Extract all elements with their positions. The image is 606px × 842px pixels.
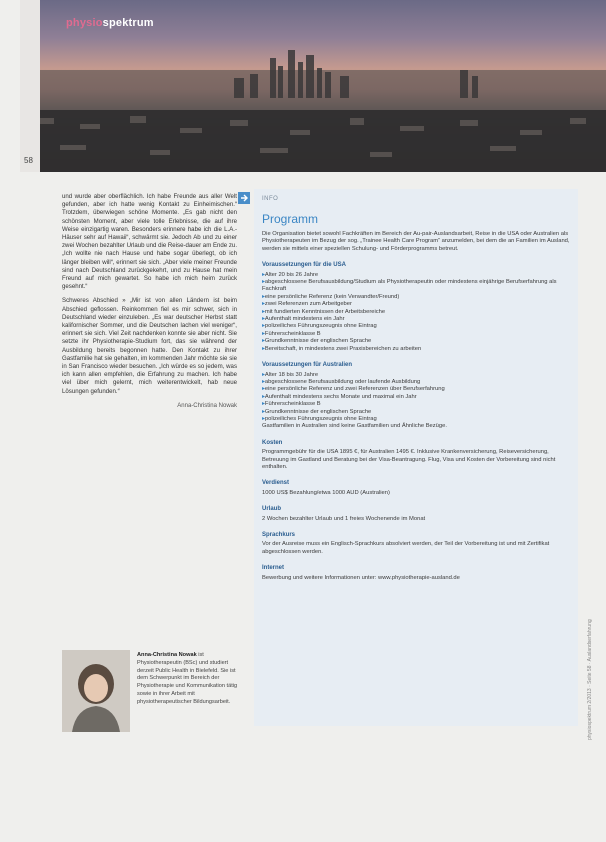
list-item: ▸ mit fundierten Kenntnissen der Arbeitsbereiche <box>262 309 572 316</box>
list-item: ▸ eine persönliche Referenz (kein Verwandter/Freund) <box>262 294 572 301</box>
list-item: ▸ Aufenthalt mindestens sechs Monate und maximal ein Jahr <box>262 394 572 401</box>
vertical-margin-note <box>585 619 595 750</box>
costs-text: Programmgebühr für die USA 1895 €, für Australien 1495 €. Inklusive Krankenversicherung, Reiseversicherung, Betreuung im Gastland und Beratung bei der Visa-Beantragung. Flug, Visa und Kosten der Vorbereitung sind nicht enthalten. <box>262 449 556 470</box>
section-heading: Internet <box>262 565 285 572</box>
section-heading: Verdienst <box>262 480 290 487</box>
section-heading: Voraussetzungen für die USA <box>262 262 346 269</box>
list-item: ▸ Alter 20 bis 26 Jahre <box>262 272 572 279</box>
internet-text: Bewerbung und weitere Informationen unter: www.physiotherapie-ausland.de <box>262 574 460 581</box>
requirements-list-usa <box>262 272 572 353</box>
list-item: ▸ polizeiliches Führungszeugnis ohne Eintrag <box>262 416 572 423</box>
info-box-title: Programm <box>262 212 319 226</box>
list-item: ▸ eine persönliche Referenz und zwei Referenzen über Berufserfahrung <box>262 386 572 393</box>
magazine-logo <box>66 17 154 29</box>
list-item: ▸ Grundkenntnisse der englischen Sprache <box>262 338 572 345</box>
article-paragraph: Schweres Abschied » „Mir ist von allen Ländern ist beim Abschied geflossen. Reinkommen fiel es mir schwer, sich in Deutschland wieder einzuleben. „Es war deutscher Herbst statt kalifornischer Sommer, und die Deutschen lachen viel weniger“, erinnert sie sich. Viel Zeit nachdenken konnte sie aber nicht. Sie setzte ihr Physiotherapie-Studium fort, das sie während der Ausbildung bereits begonnen hatte. Den Kontakt zu ihrer Gastfamilie hat sie gehalten, im kommenden Jahr möchte sie sie in San Francisco wieder besuchen. „Ich würde es so jedem, was ich kann allen empfehlen, die Erfahrung zu machen. Ich habe viel über mich gelernt, mich weiterentwickelt, hab neue Lösungen gefunden.“ <box>62 297 237 395</box>
arrow-right-icon <box>238 192 250 204</box>
list-item: ▸ Grundkenntnisse der englischen Sprache <box>262 409 572 416</box>
salary-text: 1000 US$ Bezahlung/etwa 1000 AUD (Australien) <box>262 489 390 496</box>
author-box <box>62 650 242 740</box>
hero-left-edge <box>20 0 40 172</box>
requirements-list-australia <box>262 372 572 424</box>
vacation-text: 2 Wochen bezahlter Urlaub und 1 freies Wochenende im Monat <box>262 515 426 522</box>
list-item: ▸ abgeschlossene Berufsausbildung/Studium als Physiotherapeutin oder mindestens einjährige Berufserfahrung als Fachkraft <box>262 279 572 294</box>
author-bio <box>137 652 245 707</box>
logo-part-physio: physio <box>66 17 103 29</box>
section-heading: Kosten <box>262 439 283 446</box>
article-paragraph: und wurde aber oberflächlich. Ich habe Freunde aus aller Welt gefunden, aber ich hatte wenig Kontakt zu Einheimischen.“ Trotzdem, überwiegen schöne Momente. „Es gab nicht den schönsten Moment, aber viele tolle Erlebnisse, die auf ihre Weise einzigartig waren. Besonders erinnere habe ich die L.A.-Häuser sehr auf Hawaii“, schwärmt sie. Jedoch Ab und zu einer zwei Wochen bezahlter Urlaub und die Reise-dauer am Ende zu. „Ich wollte nie nach Hause und habe sogar überlegt, ob ich länger bleiben will“, erinnert sie sich. „Aber viele meiner Freunde sind nach Deutschland zurückgekehrt, und zu Hause hat mein Freund auf mich gewartet. So habe ich mich heim zurück gesehnt.“ <box>62 193 238 291</box>
info-box-kicker: INFO <box>262 196 279 202</box>
list-item: ▸ Aufenthalt mindestens ein Jahr <box>262 316 572 323</box>
info-box-intro: Die Organisation bietet sowohl Fachkräften im Bereich der Au-pair-Auslandsarbeit, Reise in die USA oder Australien als Physiotherapeuten im Bezug der sog. „Trainee Health Care Program“ anzumelden, bei dem die an Familien im Ausland, werden sie mittels einer speziellen Schulung- und Förderprogramms betreut. <box>262 231 570 252</box>
page-number: 58 <box>24 156 33 165</box>
list-item: ▸ Führerscheinklasse B <box>262 331 572 338</box>
australia-note: Gastfamilien in Australien sind keine Gastfamilien und Ähnliche Bezüge. <box>262 423 447 430</box>
article-column <box>62 193 237 410</box>
info-box-body <box>262 231 572 588</box>
logo-part-spektrum: spektrum <box>102 17 154 29</box>
section-heading: Sprachkurs <box>262 532 296 538</box>
list-item: ▸ polizeiliches Führungszeugnis ohne Eintrag <box>262 323 572 330</box>
list-item: ▸ abgeschlossene Berufsausbildung oder laufende Ausbildung <box>262 379 572 386</box>
section-heading: Urlaub <box>262 506 282 513</box>
list-item: ▸ zwei Referenzen zum Arbeitgeber <box>262 301 572 308</box>
author-name: Anna-Christina Nowak <box>137 652 197 658</box>
author-description: ist Physiotherapeutin (BSc) und studiert derzeit Public Health in Bielefeld. Sie ist dem Schwerpunkt im Bereich der Physiotherapie und Kommunikation tätig sowie in ihrer Arbeit mit physiotherapeutischer Bildungsarbeit. <box>137 652 238 705</box>
list-item: ▸ Bereitschaft, in mindestens zwei Praxisbereichen zu arbeiten <box>262 346 572 353</box>
article-byline: Anna-Christina Nowak <box>177 402 237 409</box>
author-portrait-icon <box>62 650 130 732</box>
author-photo <box>62 650 130 732</box>
section-heading: Voraussetzungen für Australien <box>262 362 353 369</box>
list-item: ▸ Führerscheinklasse B <box>262 401 572 408</box>
margin-note-text: physiospektrum 2/2013 · Seite 58 · Auslandserfahrung <box>587 619 593 740</box>
list-item: ▸ Alter 18 bis 30 Jahre <box>262 372 572 379</box>
language-course-text: Vor der Ausreise muss ein Englisch-Sprachkurs absolviert werden, der Teil der Vorbereitung ist und mit Zertifikat abgeschlossen werden. <box>262 541 550 555</box>
